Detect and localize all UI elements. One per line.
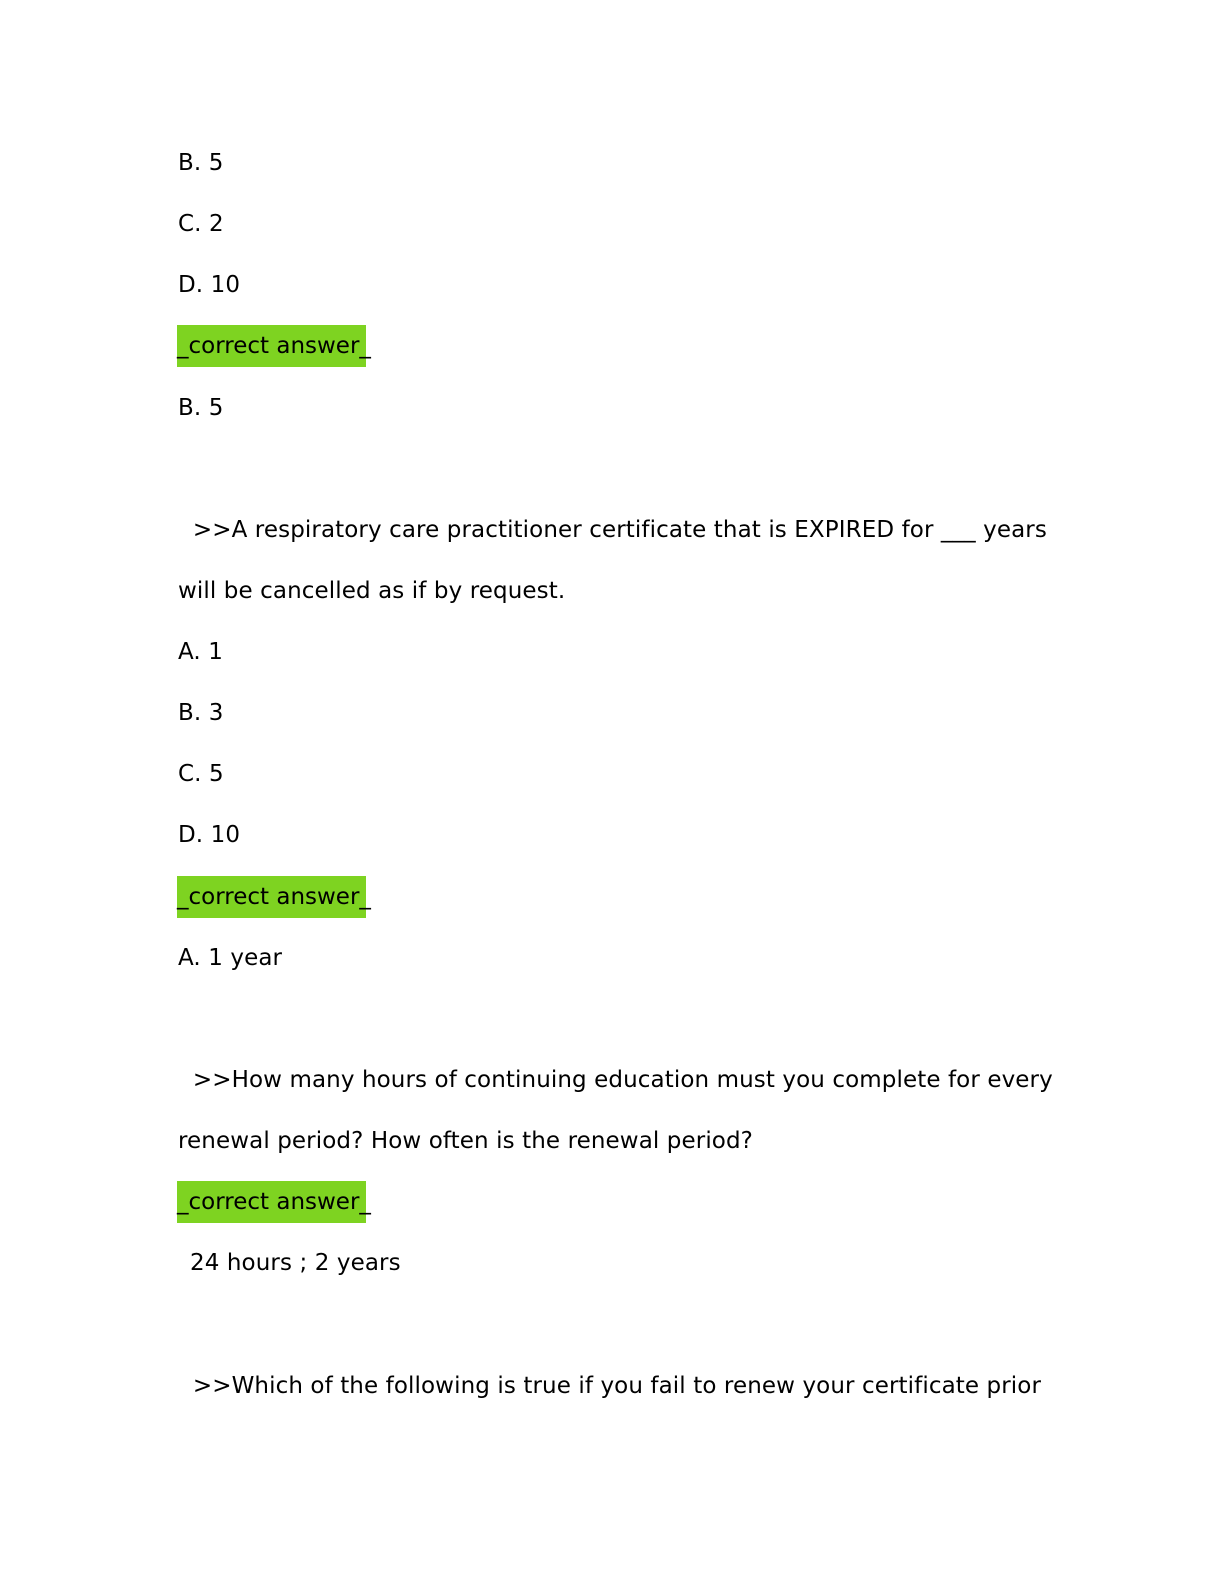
- option-c: C. 5: [178, 761, 224, 787]
- answer-text: A. 1 year: [178, 945, 283, 971]
- question-line: >>A respiratory care practitioner certificate that is EXPIRED for ___ years: [178, 517, 1047, 543]
- question-line: renewal period? How often is the renewal period?: [178, 1128, 753, 1154]
- answer-text: 24 hours ; 2 years: [190, 1250, 401, 1276]
- correct-answer-badge: _correct answer_: [177, 325, 366, 367]
- question-line: >>How many hours of continuing education must you complete for every: [178, 1067, 1053, 1093]
- option-b: B. 5: [178, 150, 224, 176]
- option-d: D. 10: [178, 822, 241, 848]
- question-line: >>Which of the following is true if you fail to renew your certificate prior: [178, 1373, 1042, 1399]
- option-c: C. 2: [178, 211, 224, 237]
- correct-answer-badge: _correct answer_: [177, 1181, 366, 1223]
- question-line: will be cancelled as if by request.: [178, 578, 566, 604]
- option-b: B. 3: [178, 700, 224, 726]
- correct-answer-badge: _correct answer_: [177, 876, 366, 918]
- answer-text: B. 5: [178, 395, 224, 421]
- option-d: D. 10: [178, 272, 241, 298]
- option-a: A. 1: [178, 639, 223, 665]
